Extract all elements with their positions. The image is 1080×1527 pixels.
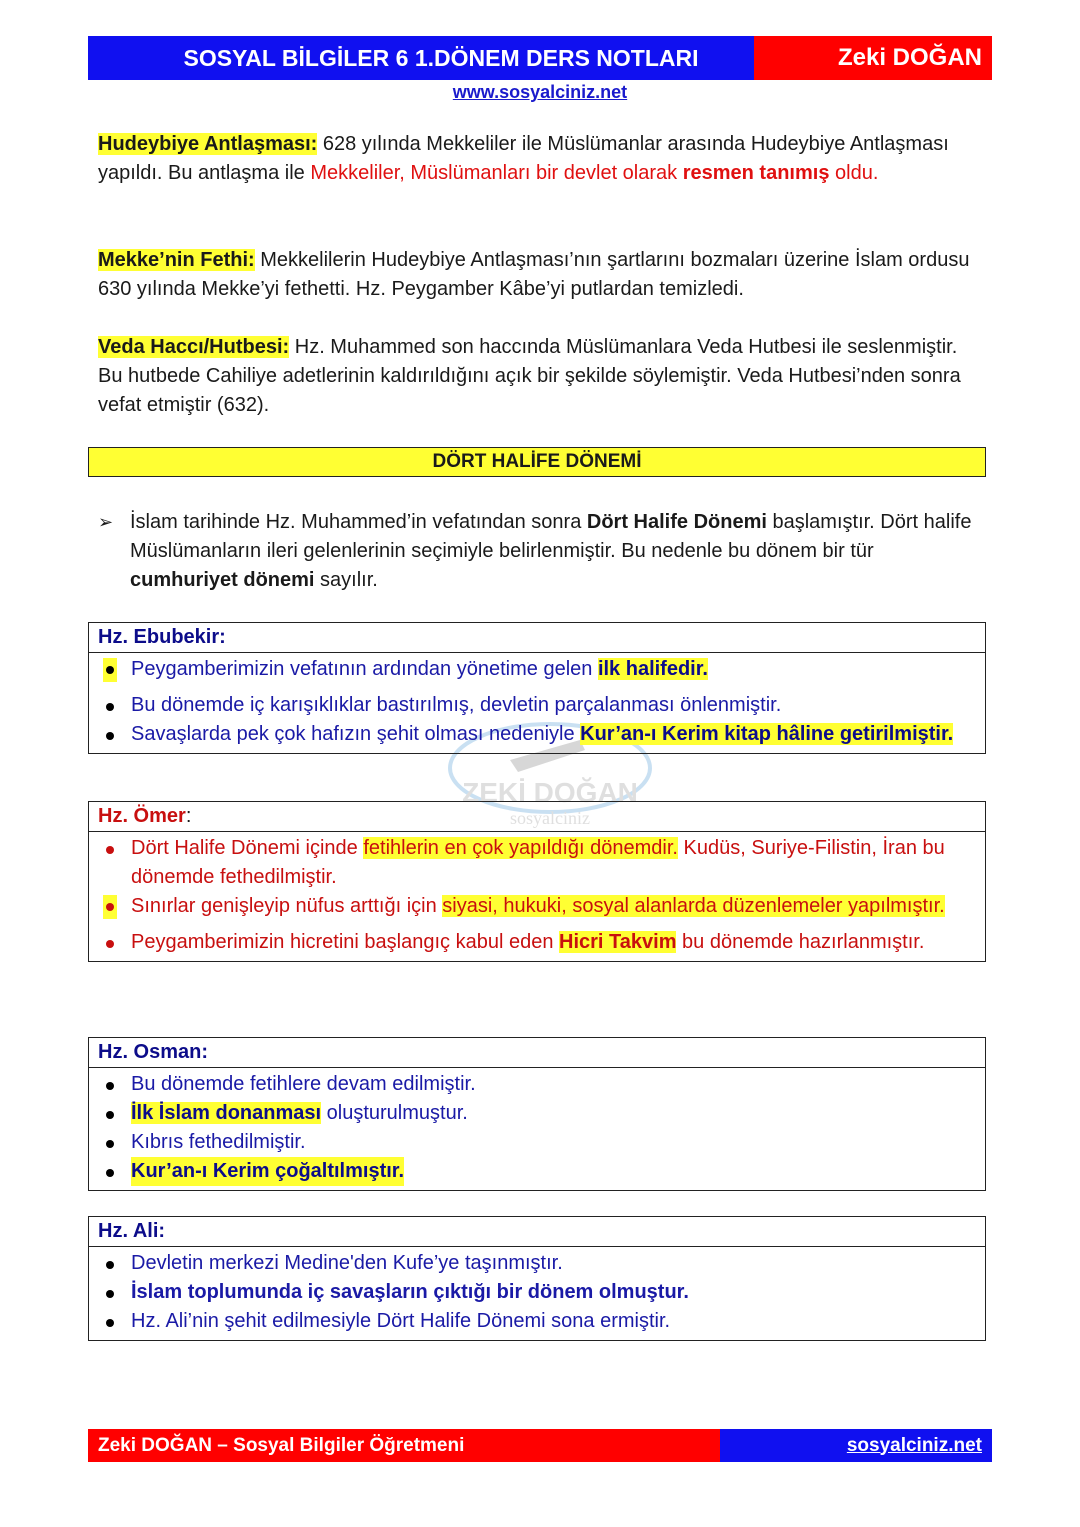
bullet-icon xyxy=(106,1290,114,1298)
veda-paragraph xyxy=(98,333,978,420)
intro-bold-1: Dört Halife Dönemi xyxy=(586,511,767,533)
ali-box xyxy=(88,1216,986,1341)
intro-text-3: sayılır. xyxy=(314,569,378,591)
footer-site-wrap xyxy=(720,1429,992,1462)
omer-box xyxy=(88,801,986,962)
osman-title: Hz. Osman: xyxy=(89,1038,985,1068)
item-text: Devletin merkezi Medine'den Kufe’ye taşınmıştır. xyxy=(131,1252,563,1274)
veda-heading: Veda Haccı/Hutbesi: xyxy=(98,336,290,358)
watermark-name: ZEKİ DOĞAN xyxy=(462,777,638,808)
bullet-icon xyxy=(106,1319,114,1327)
ebubekir-title: Hz. Ebubekir: xyxy=(89,623,985,653)
website-line xyxy=(0,82,1080,103)
hudeybiye-red-end: oldu. xyxy=(829,162,879,184)
intro-bold-2: cumhuriyet dönemi xyxy=(130,569,315,591)
footer-site-link[interactable]: sosyalciniz.net xyxy=(846,1434,982,1456)
list-item xyxy=(89,1070,985,1099)
item-text: Bu dönemde iç karışıklıklar bastırılmış, devletin parçalanması önlenmiştir. xyxy=(131,694,782,716)
header-title: SOSYAL BİLGİLER 6 1.DÖNEM DERS NOTLARI xyxy=(88,36,754,80)
intro-text-2: başlamıştır. Dört halife Müslümanların ileri gelenlerinin seçimiyle belirlenmiştir. Bu nedenle bu dönem bir tür xyxy=(130,511,972,562)
bullet-icon xyxy=(106,1082,114,1090)
item-highlight: Kur’an-ı Kerim kitap hâline getirilmiştir. xyxy=(580,723,954,745)
mekke-text: Mekkelilerin Hudeybiye Antlaşması’nın şartlarını bozmaları üzerine İslam ordusu 630 yılında Mekke’yi fethetti. Hz. Peygamber Kâbe’yi putlardan temizledi. xyxy=(98,249,970,300)
list-item xyxy=(89,1128,985,1157)
item-text: İslam toplumunda iç savaşların çıktığı bir dönem olmuştur. xyxy=(131,1281,689,1303)
bullet-icon xyxy=(106,1140,114,1148)
bullet-icon xyxy=(106,1169,114,1177)
list-item xyxy=(89,834,985,892)
footer-author: Zeki DOĞAN – Sosyal Bilgiler Öğretmeni xyxy=(88,1429,720,1462)
intro-text-1: İslam tarihinde Hz. Muhammed’in vefatından sonra xyxy=(130,511,587,533)
item-text: Sınırlar genişleyip nüfus arttığı için xyxy=(131,895,443,917)
list-item xyxy=(89,892,985,928)
item-text: Bu dönemde fetihlere devam edilmiştir. xyxy=(131,1073,476,1095)
mekke-paragraph xyxy=(98,246,978,304)
bullet-icon xyxy=(106,1111,114,1119)
list-item xyxy=(89,1157,985,1186)
item-text: Peygamberimizin vefatının ardından yönetime gelen xyxy=(131,658,598,680)
watermark-site: sosyalciniz xyxy=(510,808,590,828)
list-item xyxy=(89,655,985,691)
item-text-end: bu dönemde hazırlanmıştır. xyxy=(676,931,925,953)
item-highlight: Kur’an-ı Kerim çoğaltılmıştır. xyxy=(131,1157,404,1186)
omer-title-colon: : xyxy=(185,805,192,827)
veda-text: Hz. Muhammed son haccında Müslümanlara Veda Hutbesi ile seslenmiştir. Bu hutbede Cahiliye adetlerinin kaldırıldığını açık bir şekilde söylemiştir. Veda Hutbesi’nden sonra vefat etmiştir (632). xyxy=(98,336,961,416)
list-item xyxy=(89,1099,985,1128)
bullet-icon xyxy=(103,658,117,682)
hudeybiye-text: 628 yılında Mekkeliler ile Müslümanlar arasında Hudeybiye Antlaşması yapıldı. Bu antlaşma ile xyxy=(98,133,949,184)
omer-title-row xyxy=(89,802,985,832)
item-text-end: Kudüs, Suriye-Filistin, İran bu dönemde fethedilmiştir. xyxy=(131,837,945,888)
list-item xyxy=(89,720,985,749)
list-item xyxy=(89,1307,985,1336)
bullet-icon xyxy=(106,940,114,948)
mekke-heading: Mekke’nin Fethi: xyxy=(98,249,255,271)
header-author: Zeki DOĞAN xyxy=(754,36,992,80)
hudeybiye-paragraph xyxy=(98,130,978,188)
bullet-icon xyxy=(103,895,117,919)
item-text: Kıbrıs fethedilmiştir. xyxy=(131,1131,306,1153)
item-text: Peygamberimizin hicretini başlangıç kabul eden xyxy=(131,931,560,953)
item-text: Savaşlarda pek çok hafızın şehit olması nedeniyle xyxy=(131,723,581,745)
bullet-icon xyxy=(106,1261,114,1269)
item-highlight: İlk İslam donanması xyxy=(131,1102,322,1124)
list-item xyxy=(89,928,985,957)
hudeybiye-red-text: Mekkeliler, Müslümanları bir devlet olarak xyxy=(310,162,683,184)
ali-title: Hz. Ali: xyxy=(89,1217,985,1247)
page-header xyxy=(88,36,992,80)
arrow-bullet-icon: ➢ xyxy=(98,512,114,532)
website-link[interactable]: www.sosyalciniz.net xyxy=(452,82,628,102)
bullet-icon xyxy=(106,846,114,854)
item-highlight: ilk halifedir. xyxy=(597,658,708,680)
hudeybiye-red-bold: resmen tanımış xyxy=(682,162,830,184)
page-footer xyxy=(88,1429,992,1462)
intro-paragraph xyxy=(98,508,978,595)
item-highlight: Hicri Takvim xyxy=(559,931,677,953)
item-highlight: fetihlerin en çok yapıldığı dönemdir. xyxy=(363,837,678,859)
ebubekir-box xyxy=(88,622,986,754)
osman-box xyxy=(88,1037,986,1191)
hudeybiye-heading: Hudeybiye Antlaşması: xyxy=(98,133,318,155)
bullet-icon xyxy=(106,703,114,711)
list-item xyxy=(89,1278,985,1307)
section-title: DÖRT HALİFE DÖNEMİ xyxy=(88,447,986,477)
omer-title: Hz. Ömer xyxy=(98,805,186,827)
item-highlight: siyasi, hukuki, sosyal alanlarda düzenlemeler yapılmıştır. xyxy=(442,895,945,917)
item-text: Dört Halife Dönemi içinde xyxy=(131,837,364,859)
list-item xyxy=(89,1249,985,1278)
item-text: Hz. Ali’nin şehit edilmesiyle Dört Halife Dönemi sona ermiştir. xyxy=(131,1310,671,1332)
list-item xyxy=(89,691,985,720)
bullet-icon xyxy=(106,732,114,740)
item-text-end: oluşturulmuştur. xyxy=(321,1102,468,1124)
